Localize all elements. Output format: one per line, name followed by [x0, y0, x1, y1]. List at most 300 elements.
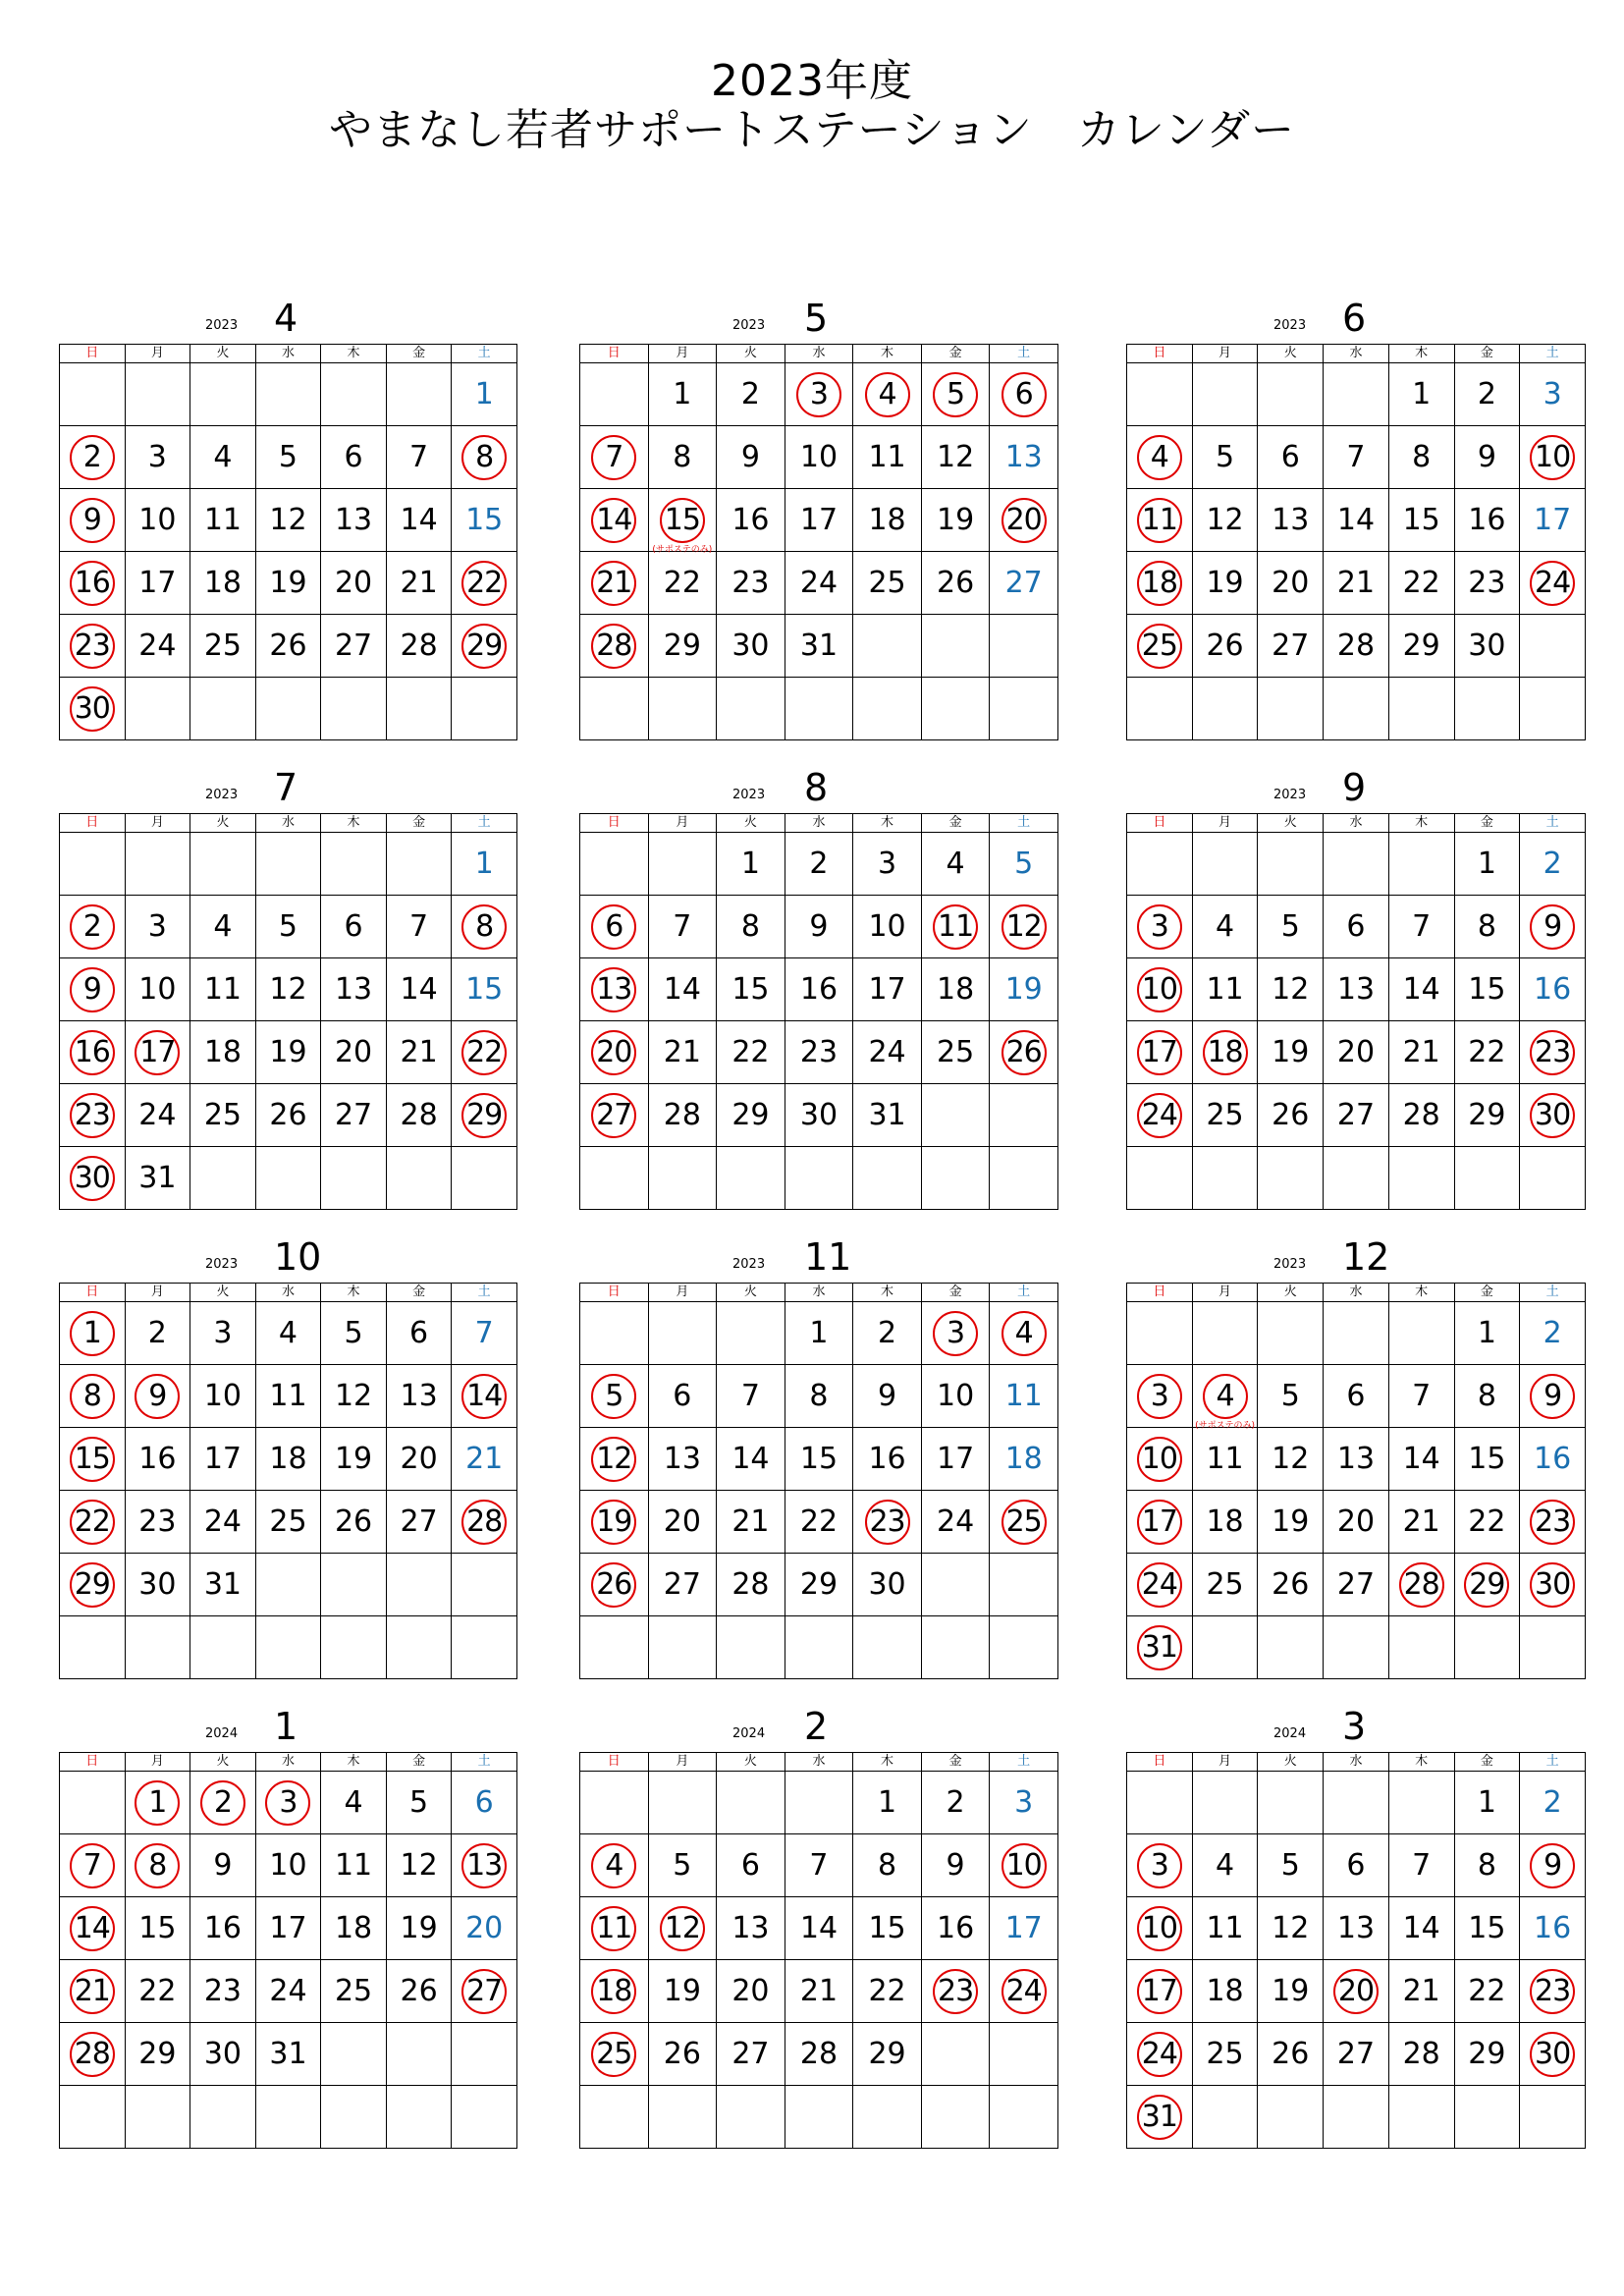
month-table	[579, 1283, 1058, 1679]
weekday-header: 土	[990, 345, 1058, 363]
closed-day-circle: 23	[865, 1500, 910, 1545]
day-cell	[921, 363, 990, 426]
weekday-header: 木	[1388, 1284, 1454, 1302]
closed-day-circle: 6	[1001, 372, 1047, 417]
closed-day-circle: 13	[591, 967, 636, 1012]
weekday-header: 月	[1192, 345, 1258, 363]
day-cell: 27	[1258, 615, 1324, 678]
day-cell: 27	[321, 1084, 387, 1147]
weekday-header: 水	[1324, 814, 1389, 833]
week-row	[60, 1554, 517, 1616]
month-year: 2023	[205, 788, 239, 802]
day-cell	[190, 1147, 256, 1210]
closed-day-circle: 8	[135, 1843, 180, 1888]
weekday-header: 火	[717, 1753, 785, 1772]
week-row	[580, 615, 1058, 678]
day-cell: 17	[125, 552, 190, 615]
week-row	[580, 1960, 1058, 2023]
day-cell	[1520, 1554, 1586, 1616]
closed-day-circle: 30	[1530, 1093, 1575, 1138]
weekday-header: 日	[60, 1284, 126, 1302]
day-cell: 19	[1258, 1960, 1324, 2023]
day-cell	[1127, 1554, 1193, 1616]
day-cell	[60, 489, 126, 552]
day-cell	[1388, 1147, 1454, 1210]
weekday-header: 土	[452, 345, 517, 363]
day-cell: 28	[717, 1554, 785, 1616]
day-cell	[60, 678, 126, 740]
closed-day-circle: 12	[1001, 904, 1047, 950]
week-row	[1127, 552, 1586, 615]
weekday-header: 水	[785, 345, 853, 363]
day-cell: 8	[717, 896, 785, 958]
weekday-header: 水	[255, 1753, 321, 1772]
day-cell	[1192, 678, 1258, 740]
day-cell	[60, 426, 126, 489]
week-row	[1127, 678, 1586, 740]
day-cell: 28	[648, 1084, 717, 1147]
day-cell: 29	[785, 1554, 853, 1616]
weekday-header: 日	[1127, 814, 1193, 833]
day-cell: 8	[1454, 1365, 1520, 1428]
weekday-header: 金	[921, 1284, 990, 1302]
closed-day-circle: 21	[70, 1969, 115, 2014]
week-row	[580, 489, 1058, 552]
day-cell: 17	[190, 1428, 256, 1491]
month-year: 2023	[1273, 318, 1307, 333]
day-cell	[1324, 1616, 1389, 1679]
day-cell	[255, 678, 321, 740]
day-cell: 30	[125, 1554, 190, 1616]
weekday-header: 木	[853, 1284, 922, 1302]
day-cell: 20	[717, 1960, 785, 2023]
day-cell: 31	[125, 1147, 190, 1210]
closed-day-circle: 7	[591, 435, 636, 480]
weekday-header: 日	[60, 345, 126, 363]
day-note: (サポステのみ)	[1195, 1420, 1255, 1431]
day-cell: 5	[1258, 1834, 1324, 1897]
weekday-header: 金	[386, 345, 452, 363]
week-row	[1127, 833, 1586, 896]
week-row	[580, 958, 1058, 1021]
day-cell	[60, 1147, 126, 1210]
week-row	[580, 1491, 1058, 1554]
closed-day-circle: 11	[591, 1906, 636, 1951]
closed-day-circle: 4	[865, 372, 910, 417]
weekday-header: 土	[1520, 1284, 1586, 1302]
day-cell	[60, 833, 126, 896]
week-row	[1127, 615, 1586, 678]
closed-day-circle: 29	[461, 624, 507, 669]
day-cell	[386, 2023, 452, 2086]
day-cell	[321, 1147, 387, 1210]
day-cell	[580, 1772, 649, 1834]
day-cell: 11	[1192, 1428, 1258, 1491]
day-cell	[1127, 1365, 1193, 1428]
day-cell: 16	[1520, 1897, 1586, 1960]
day-cell: 2	[1520, 833, 1586, 896]
month-table	[59, 813, 517, 1210]
week-row	[580, 2086, 1058, 2149]
day-cell: 11	[321, 1834, 387, 1897]
day-cell	[1192, 1302, 1258, 1365]
closed-day-circle: 8	[461, 904, 507, 950]
day-cell: 22	[648, 552, 717, 615]
day-cell	[853, 678, 922, 740]
month-number: 8	[804, 766, 829, 809]
month-calendar	[59, 1235, 517, 1679]
day-cell	[1454, 2086, 1520, 2149]
month-header	[579, 1235, 1058, 1283]
week-row	[1127, 1960, 1586, 2023]
day-cell: 28	[386, 1084, 452, 1147]
closed-day-circle: 3	[1137, 1843, 1182, 1888]
month-number: 3	[1342, 1705, 1367, 1748]
day-cell: 16	[1520, 958, 1586, 1021]
week-row	[1127, 363, 1586, 426]
month-header	[1126, 766, 1586, 813]
day-cell	[1520, 1084, 1586, 1147]
day-cell	[580, 552, 649, 615]
day-cell: 22	[125, 1960, 190, 2023]
day-cell: 9	[717, 426, 785, 489]
month-calendar	[579, 1235, 1058, 1679]
day-cell	[255, 1147, 321, 1210]
day-cell: 30	[1454, 615, 1520, 678]
day-cell	[125, 678, 190, 740]
month-table	[579, 344, 1058, 740]
day-cell: 11	[255, 1365, 321, 1428]
day-cell: 9	[785, 896, 853, 958]
day-cell	[1520, 1147, 1586, 1210]
day-cell	[1127, 615, 1193, 678]
weekday-header: 金	[386, 1753, 452, 1772]
closed-day-circle: 1	[70, 1311, 115, 1356]
day-cell	[717, 1616, 785, 1679]
week-row	[1127, 1616, 1586, 1679]
week-row	[60, 1428, 517, 1491]
day-cell: 4	[321, 1772, 387, 1834]
closed-day-circle: 31	[1137, 2095, 1182, 2140]
closed-day-circle: 24	[1001, 1969, 1047, 2014]
weekday-header: 水	[255, 814, 321, 833]
day-cell	[1127, 958, 1193, 1021]
day-cell	[1127, 1616, 1193, 1679]
day-cell	[60, 363, 126, 426]
day-cell	[190, 1616, 256, 1679]
day-cell: 23	[125, 1491, 190, 1554]
day-cell	[921, 1084, 990, 1147]
day-cell: 25	[190, 1084, 256, 1147]
weekday-header: 日	[580, 1753, 649, 1772]
day-cell	[452, 552, 517, 615]
day-cell	[190, 833, 256, 896]
day-cell: 1	[1388, 363, 1454, 426]
day-cell: 28	[785, 2023, 853, 2086]
day-cell: 11	[990, 1365, 1058, 1428]
day-cell: 18	[321, 1897, 387, 1960]
day-cell: 4	[190, 426, 256, 489]
closed-day-circle: 3	[1137, 904, 1182, 950]
day-cell: 19	[1258, 1021, 1324, 1084]
day-cell: 26	[1192, 615, 1258, 678]
day-cell: 20	[386, 1428, 452, 1491]
day-cell: 17	[853, 958, 922, 1021]
day-cell	[1520, 426, 1586, 489]
day-cell: 22	[717, 1021, 785, 1084]
day-cell	[580, 958, 649, 1021]
closed-day-circle: 20	[591, 1030, 636, 1075]
month-number: 11	[804, 1235, 852, 1279]
closed-day-circle: 28	[461, 1500, 507, 1545]
day-cell: 15	[1454, 1897, 1520, 1960]
day-cell: 10	[125, 958, 190, 1021]
day-cell: 21	[785, 1960, 853, 2023]
closed-day-circle: 23	[933, 1969, 978, 2014]
day-cell	[1388, 1554, 1454, 1616]
day-note: (サポステのみ)	[652, 544, 713, 555]
day-cell: 6	[386, 1302, 452, 1365]
week-row	[60, 1834, 517, 1897]
day-cell	[580, 833, 649, 896]
day-cell	[1192, 2086, 1258, 2149]
day-cell: 19	[321, 1428, 387, 1491]
day-cell: 23	[190, 1960, 256, 2023]
day-cell	[1388, 1616, 1454, 1679]
day-cell: 6	[321, 426, 387, 489]
day-cell: 2	[1520, 1772, 1586, 1834]
closed-day-circle: 2	[70, 904, 115, 950]
day-cell	[648, 833, 717, 896]
day-cell: 21	[1388, 1021, 1454, 1084]
day-cell: 22	[1454, 1960, 1520, 2023]
weekday-header: 金	[1454, 1753, 1520, 1772]
month-year: 2023	[205, 318, 239, 333]
day-cell: 2	[853, 1302, 922, 1365]
day-cell: 5	[1258, 1365, 1324, 1428]
day-cell: 22	[1388, 552, 1454, 615]
weekday-header: 金	[386, 814, 452, 833]
closed-day-circle: 4	[1001, 1311, 1047, 1356]
day-cell	[990, 1491, 1058, 1554]
day-cell: 13	[717, 1897, 785, 1960]
day-cell	[990, 1084, 1058, 1147]
day-cell	[648, 1302, 717, 1365]
day-cell	[853, 2086, 922, 2149]
day-cell: 9	[921, 1834, 990, 1897]
closed-day-circle: 3	[933, 1311, 978, 1356]
week-row	[580, 1302, 1058, 1365]
day-cell: 10	[853, 896, 922, 958]
day-cell	[1520, 552, 1586, 615]
day-cell	[990, 615, 1058, 678]
day-cell: 8	[1388, 426, 1454, 489]
day-cell	[1520, 1491, 1586, 1554]
day-cell: 3	[125, 896, 190, 958]
month-table	[59, 344, 517, 740]
day-cell: 25	[1192, 2023, 1258, 2086]
day-cell	[255, 1616, 321, 1679]
day-cell	[1520, 678, 1586, 740]
week-row	[580, 426, 1058, 489]
closed-day-circle: 5	[933, 372, 978, 417]
day-cell: 26	[321, 1491, 387, 1554]
weekday-header: 木	[321, 1753, 387, 1772]
closed-day-circle: 12	[660, 1906, 705, 1951]
day-cell: 2	[921, 1772, 990, 1834]
week-row	[1127, 1491, 1586, 1554]
day-cell: 5	[648, 1834, 717, 1897]
day-cell	[580, 1021, 649, 1084]
day-cell: 9	[853, 1365, 922, 1428]
month-calendar	[59, 1705, 517, 2149]
day-cell: 3	[1520, 363, 1586, 426]
week-row	[1127, 1772, 1586, 1834]
week-row	[580, 833, 1058, 896]
day-cell	[321, 1616, 387, 1679]
day-cell: 15	[1454, 1428, 1520, 1491]
day-cell: 13	[648, 1428, 717, 1491]
day-cell: 1	[452, 833, 517, 896]
week-row	[1127, 1365, 1586, 1428]
day-cell	[1324, 678, 1389, 740]
day-cell	[580, 2023, 649, 2086]
day-cell: 28	[1388, 2023, 1454, 2086]
closed-day-circle: 20	[1001, 498, 1047, 543]
day-cell	[1258, 2086, 1324, 2149]
day-cell: 1	[717, 833, 785, 896]
day-cell	[386, 1616, 452, 1679]
closed-day-circle: 19	[591, 1500, 636, 1545]
day-cell: 6	[452, 1772, 517, 1834]
day-cell	[853, 1147, 922, 1210]
day-cell: 29	[1454, 1084, 1520, 1147]
day-cell	[1127, 1897, 1193, 1960]
month-header	[1126, 297, 1586, 344]
day-cell: 7	[1388, 1365, 1454, 1428]
day-cell	[1520, 1021, 1586, 1084]
day-cell: 11	[190, 958, 256, 1021]
closed-day-circle: 17	[135, 1030, 180, 1075]
day-cell	[580, 1554, 649, 1616]
day-cell: 20	[1324, 1491, 1389, 1554]
week-row	[580, 1084, 1058, 1147]
closed-day-circle: 23	[1530, 1500, 1575, 1545]
day-cell	[1388, 1302, 1454, 1365]
closed-day-circle: 3	[1137, 1374, 1182, 1419]
weekday-header: 金	[386, 1284, 452, 1302]
day-cell: 29	[853, 2023, 922, 2086]
day-cell	[580, 1302, 649, 1365]
month-table	[579, 1752, 1058, 2149]
day-cell	[60, 896, 126, 958]
day-cell: 7	[1388, 1834, 1454, 1897]
closed-day-circle: 15 (サポステのみ)	[660, 498, 705, 543]
day-cell: 26	[1258, 1554, 1324, 1616]
closed-day-circle: 29	[461, 1093, 507, 1138]
day-cell: 31	[255, 2023, 321, 2086]
day-cell: 24	[190, 1491, 256, 1554]
day-cell: 6	[1324, 1365, 1389, 1428]
closed-day-circle: 14	[461, 1374, 507, 1419]
month-header	[579, 297, 1058, 344]
week-row	[1127, 1834, 1586, 1897]
day-cell: 21	[648, 1021, 717, 1084]
day-cell: 26	[255, 615, 321, 678]
day-cell	[1454, 1147, 1520, 1210]
day-cell: 14	[1324, 489, 1389, 552]
week-row	[60, 833, 517, 896]
day-cell: 1	[452, 363, 517, 426]
day-cell	[717, 2086, 785, 2149]
closed-day-circle: 24	[1137, 1093, 1182, 1138]
day-cell: 1	[785, 1302, 853, 1365]
day-cell: 24	[853, 1021, 922, 1084]
day-cell	[321, 2086, 387, 2149]
weekday-header: 月	[1192, 814, 1258, 833]
weekday-header: 水	[1324, 1753, 1389, 1772]
day-cell	[1324, 1302, 1389, 1365]
closed-day-circle: 3	[265, 1780, 310, 1826]
day-cell: 20	[648, 1491, 717, 1554]
day-cell	[1192, 1147, 1258, 1210]
day-cell: 14	[1388, 1428, 1454, 1491]
closed-day-circle: 23	[1530, 1969, 1575, 2014]
day-cell: 21	[386, 552, 452, 615]
week-row	[1127, 2086, 1586, 2149]
day-cell: 19	[1192, 552, 1258, 615]
day-cell: 26	[1258, 1084, 1324, 1147]
day-cell	[1127, 1834, 1193, 1897]
weekday-header: 土	[452, 1284, 517, 1302]
day-cell	[580, 1960, 649, 2023]
closed-day-circle: 18	[591, 1969, 636, 2014]
day-cell: 12	[255, 489, 321, 552]
day-cell: 27	[1324, 1554, 1389, 1616]
day-cell	[580, 1084, 649, 1147]
day-cell: 24	[125, 615, 190, 678]
closed-day-circle: 25	[1137, 624, 1182, 669]
closed-day-circle: 9	[1530, 1374, 1575, 1419]
weekday-header: 水	[1324, 345, 1389, 363]
day-cell: 30	[717, 615, 785, 678]
day-cell	[921, 1554, 990, 1616]
day-cell	[452, 1554, 517, 1616]
day-cell	[60, 1897, 126, 1960]
month-header	[59, 297, 517, 344]
day-cell: 30	[190, 2023, 256, 2086]
day-cell: 14	[717, 1428, 785, 1491]
day-cell	[1258, 1302, 1324, 1365]
month-year: 2023	[1273, 788, 1307, 802]
day-cell: 5	[990, 833, 1058, 896]
week-row	[1127, 2023, 1586, 2086]
weekday-header: 木	[853, 814, 922, 833]
day-cell: 29	[648, 615, 717, 678]
day-cell	[386, 678, 452, 740]
closed-day-circle: 18	[1203, 1030, 1248, 1075]
day-cell: 27	[1324, 2023, 1389, 2086]
day-cell	[580, 1897, 649, 1960]
day-cell: 6	[321, 896, 387, 958]
month-number: 4	[274, 297, 298, 340]
month-calendar	[59, 297, 517, 740]
weekday-header: 火	[717, 1284, 785, 1302]
weekday-header: 金	[921, 1753, 990, 1772]
day-cell	[785, 2086, 853, 2149]
weekday-header: 水	[785, 1284, 853, 1302]
weekday-header: 水	[785, 814, 853, 833]
